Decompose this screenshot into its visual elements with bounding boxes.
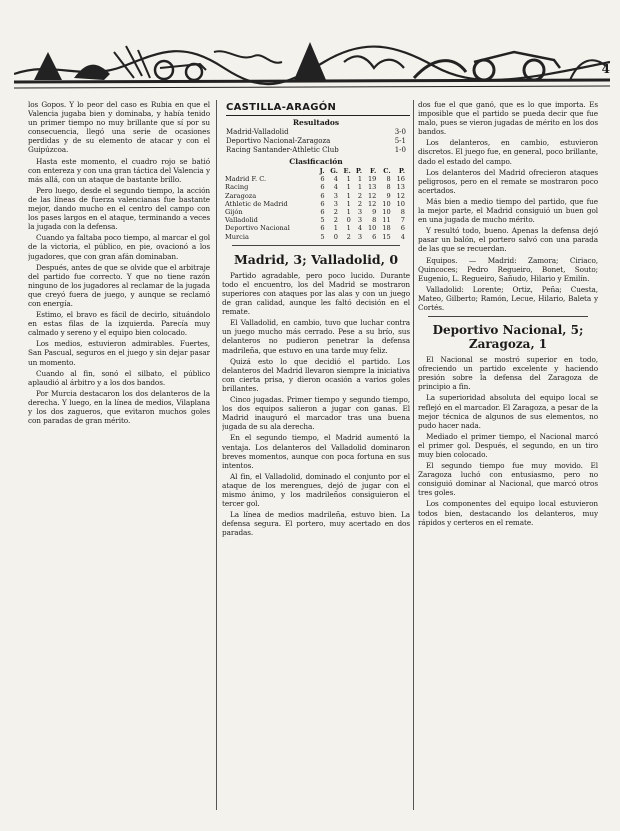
paragraph: El segundo tiempo fue muy movido. El Zaragoza luchó con entusiasmo, pero no consiguió dominar al Nacional, que marcó otros tres goles. — [418, 461, 598, 498]
standings-cell: 10 — [382, 208, 391, 217]
paragraph: Cinco jugadas. Primer tiempo y segundo tiempo, los dos equipos salieron a jugar con ganas. El Madrid inauguró el marcador tras una buena jugada de su ala derecha. — [222, 395, 410, 432]
standings-cell: 0 — [333, 232, 338, 241]
standings-header: E. — [343, 167, 351, 175]
results-title: Resultados — [292, 118, 340, 127]
article-title: Madrid, 3; Valladolid, 0 — [233, 251, 399, 267]
standings-cell: 2 — [333, 208, 338, 217]
standings-cell: 10 — [382, 199, 391, 208]
standings-cell: 8 — [400, 208, 405, 217]
paragraph: Hasta este momento, el cuadro rojo se batió con entereza y con una gran táctica del Valencia y más allá, con un ataque de bastante brillo. — [28, 156, 210, 184]
standings-cell: 6 — [320, 199, 325, 208]
paragraph: Pero luego, desde el segundo tiempo, la acción de las líneas de fuerza valencianas fue bastante mejor, dando mucho en el centro del campo con los pases largos en el ataque, terminando a veces la jugada con la defensa. — [28, 185, 210, 232]
standings-row — [224, 183, 406, 191]
standings-team: Madrid F. C. — [225, 175, 267, 184]
paragraph: Los componentes del equipo local estuvieron todos bien, destacando los delanteros, muy rápidos y certeros en el remate. — [418, 499, 598, 527]
standings-cell: 13 — [367, 183, 377, 192]
standings-cell: 5 — [320, 232, 325, 241]
standings-header: P. — [398, 167, 405, 175]
standings-cell: 16 — [396, 175, 405, 184]
standings-team: Gijón — [225, 208, 243, 217]
standings-cell: 4 — [357, 224, 363, 233]
standings-cell: 4 — [333, 183, 338, 192]
paragraph: Al fin, el Valladolid, dominado el conjunto por el ataque de los merengues, dejó de jugar con el mismo ánimo, y los madrileños consiguieron el tercer gol. — [222, 471, 410, 509]
standings-row — [224, 233, 406, 241]
paragraph: Estimo, el bravo es fácil de decirlo, situándolo en estas filas de la izquierda. Parecía muy calmado y sereno y el equipo bien colocado. — [28, 310, 210, 338]
standings-cell: 2 — [357, 199, 363, 208]
standings-cell: 1 — [346, 191, 351, 200]
standings-row — [224, 200, 406, 208]
standings-cell: 12 — [367, 199, 377, 208]
standings-cell: 13 — [396, 183, 405, 192]
paragraph: El Nacional se mostró superior en todo, ofreciendo un partido excelente y haciendo presión sobre la defensa del Zaragoza de principio a fin. — [418, 355, 598, 392]
standings-cell: 8 — [386, 175, 391, 184]
standings-cell: 2 — [346, 232, 351, 241]
standings-cell: 19 — [367, 175, 377, 184]
standings-header — [224, 167, 316, 175]
paragraph: Quizá esto lo que decidió el partido. Los delanteros del Madrid llevaron siempre la iniciativa con cierta prisa, y dieron ocasión a varios goles brillantes. — [222, 356, 410, 393]
standings-cell: 18 — [382, 224, 391, 233]
paragraph: La superioridad absoluta del equipo local se reflejó en el marcador. El Zaragoza, a pesar de la mejor técnica de algunos de sus elementos, no pudo hacer nada. — [418, 393, 598, 430]
paragraph: El Valladolid, en cambio, tuvo que luchar contra un juego mucho más cerrado. Pese a su brío, sus delanteros no pudieron penetrar la defensa madrileña, que estuvo en una tarde muy feliz. — [222, 318, 410, 355]
paragraph: Mediado el primer tiempo, el Nacional marcó el primer gol. Después, el segundo, en un tiro muy bien colocado. — [418, 431, 598, 459]
standings-team: Murcia — [225, 232, 249, 241]
standings-header: G. — [330, 167, 338, 175]
results-list — [226, 128, 406, 155]
standings-team: Zaragoza — [225, 191, 257, 200]
standings-cell: 2 — [357, 191, 363, 200]
standings-cell: 10 — [367, 224, 377, 233]
lineup-paragraph: Valladolid: Lorente; Ortiz, Peña; Cuesta, Mateo, Gilberto; Ramón, Lecue, Hilario, Baleta y Cortés. — [418, 284, 598, 312]
paragraph: Por Murcia destacaron los dos delanteros de la derecha. Y luego, en la línea de medios, Vilaplana y los dos zagueros, que evitaron muchos goles con paradas de gran mérito. — [28, 388, 210, 426]
paragraph: Más bien a medio tiempo del partido, que fue la mejor parte, el Madrid consiguió un buen gol en una jugada de mucho mérito. — [418, 196, 598, 225]
standings-cell: 0 — [346, 216, 351, 225]
standings-row — [224, 208, 406, 216]
standings-row — [224, 224, 406, 232]
standings-team: Deportivo Nacional — [225, 224, 290, 233]
standings-header: C. — [383, 167, 391, 175]
standings-cell: 8 — [386, 183, 391, 192]
standings-cell: 1 — [346, 208, 351, 217]
paragraph: Los medios, estuvieron admirables. Fuertes, San Pascual, seguros en el juego y sin dejar pasar un momento. — [28, 339, 210, 367]
result-match: Racing Santander-Athletic Club — [226, 146, 339, 154]
standings-header: F. — [370, 167, 377, 175]
standings-cell: 1 — [346, 199, 351, 208]
article-title: Deportivo Nacional, 5; Zaragoza, 1 — [432, 323, 584, 352]
standings-cell: 8 — [372, 216, 377, 225]
standings-cell: 6 — [320, 208, 325, 217]
standings-cell: 15 — [382, 232, 391, 241]
result-score: 1-0 — [394, 146, 406, 154]
paragraph: La línea de medios madrileña, estuvo bien. La defensa segura. El portero, muy acertado en dos paradas. — [222, 510, 410, 538]
standings-cell: 11 — [382, 216, 391, 225]
paragraph: Los delanteros, en cambio, estuvieron discretos. El juego fue, en general, poco brillante, dado el estado del campo. — [418, 138, 598, 166]
standings-title: Clasificación — [289, 157, 343, 166]
result-row — [226, 128, 406, 137]
standings-cell: 3 — [333, 191, 338, 200]
standings-cell: 6 — [372, 232, 377, 241]
standings-cell: 6 — [320, 191, 325, 200]
paragraph: Cuando al fin, sonó el silbato, el público aplaudió al árbitro y a los dos bandos. — [28, 368, 210, 387]
paragraph: Después, antes de que se olvide que el arbitraje del partido fue correcto. Y que no tiene razón ninguno de los jugadores al reclamar de la jugada que creyó fuera de juego, y aunque se reclamó con energía. — [28, 262, 210, 308]
standings-cell: 1 — [333, 224, 338, 233]
paragraph: En el segundo tiempo, el Madrid aumentó la ventaja. Los delanteros del Valladolid dominaron breves momentos, aunque con poca fortuna en sus intentos. — [222, 433, 410, 470]
standings-cell: 3 — [357, 208, 363, 217]
standings-cell: 6 — [400, 224, 405, 233]
column-left — [28, 100, 210, 818]
section-title: CASTILLA-ARAGÓN — [226, 102, 410, 116]
standings-cell: 1 — [357, 175, 363, 184]
standings-team: Racing — [225, 183, 249, 192]
column-rule — [413, 100, 414, 810]
paragraph: Cuando ya faltaba poco tiempo, al marcar el gol de la victoria, el público, en pie, ovacionó a los jugadores, que con gran afán dominaban. — [28, 233, 210, 261]
lineup-paragraph: Equipos. — Madrid: Zamora; Ciriaco, Quincoces; Pedro Regueiro, Bonet, Souto; Eugenio, L. Regueiro, Sañudo, Hilario y Emilín. — [418, 255, 598, 283]
standings-row — [224, 216, 406, 224]
standings-cell: 7 — [400, 216, 405, 225]
standings-cell: 1 — [346, 224, 351, 233]
standings-cell: 3 — [333, 199, 338, 208]
standings-header: P. — [355, 167, 363, 175]
result-score: 5-1 — [394, 137, 406, 145]
result-row — [226, 146, 406, 155]
standings-cell: 4 — [333, 175, 338, 184]
standings-cell: 4 — [400, 232, 405, 241]
standings-cell: 12 — [367, 191, 377, 200]
divider — [428, 316, 588, 317]
standings-cell: 6 — [320, 183, 325, 192]
standings-cell: 9 — [372, 208, 377, 217]
standings-team: Valladolid — [225, 216, 258, 225]
standings-cell: 9 — [386, 191, 391, 200]
standings-cell: 2 — [333, 216, 338, 225]
paragraph: Y resultó todo, bueno. Apenas la defensa dejó pasar un balón, el portero salvó con una parada de las que se recuerdan. — [418, 226, 598, 254]
divider — [232, 245, 400, 246]
result-row — [226, 137, 406, 146]
paragraph: dos fue el que ganó, que es lo que importa. Es imposible que el partido se pueda decir que fue malo, pues se vieron jugadas de mérito en los dos bandos. — [418, 100, 598, 137]
standings-cell: 3 — [357, 216, 363, 225]
standings-cell: 5 — [320, 216, 325, 225]
standings-cell: 6 — [320, 224, 325, 233]
standings-row — [224, 175, 406, 183]
column-rule — [216, 100, 217, 810]
standings-header-row — [224, 167, 406, 175]
standings-cell: 12 — [396, 191, 405, 200]
standings-team: Athletic de Madrid — [225, 199, 288, 208]
standings-header: J. — [319, 167, 325, 175]
column-middle — [222, 100, 410, 818]
result-match: Madrid-Valladolid — [226, 128, 289, 136]
result-score: 3-0 — [394, 128, 406, 136]
standings-cell: 1 — [346, 183, 351, 192]
standings-row — [224, 192, 406, 200]
standings-cell: 1 — [346, 175, 351, 184]
standings-cell: 1 — [357, 183, 363, 192]
paragraph: Los delanteros del Madrid ofrecieron ataques peligrosos, pero en el remate se mostraron poco acertados. — [418, 167, 598, 195]
standings-cell: 10 — [396, 199, 405, 208]
paragraph: los Gopos. Y lo peor del caso es Rubia en que el Valencia jugaba bien y dominaba, y había tenido un primer tiempo no muy brillante que sí por su consecuencia, llegó una serie de ocasiones perdidas y de su elemento de atacar y con el Guipúzcoa. — [28, 100, 210, 155]
standings-table — [224, 167, 406, 241]
ornamental-banner — [14, 22, 610, 100]
standings-cell: 3 — [357, 232, 363, 241]
result-match: Deportivo Nacional-Zaragoza — [226, 137, 331, 145]
standings-cell: 6 — [320, 175, 325, 184]
page-number: 4 — [601, 62, 610, 76]
paragraph: Partido agradable, pero poco lucido. Durante todo el encuentro, los del Madrid se mostraron superiores con ataques por las alas y con un juego de gran calidad, aunque les faltó decisión en el remate. — [222, 270, 410, 317]
column-right — [418, 100, 598, 818]
